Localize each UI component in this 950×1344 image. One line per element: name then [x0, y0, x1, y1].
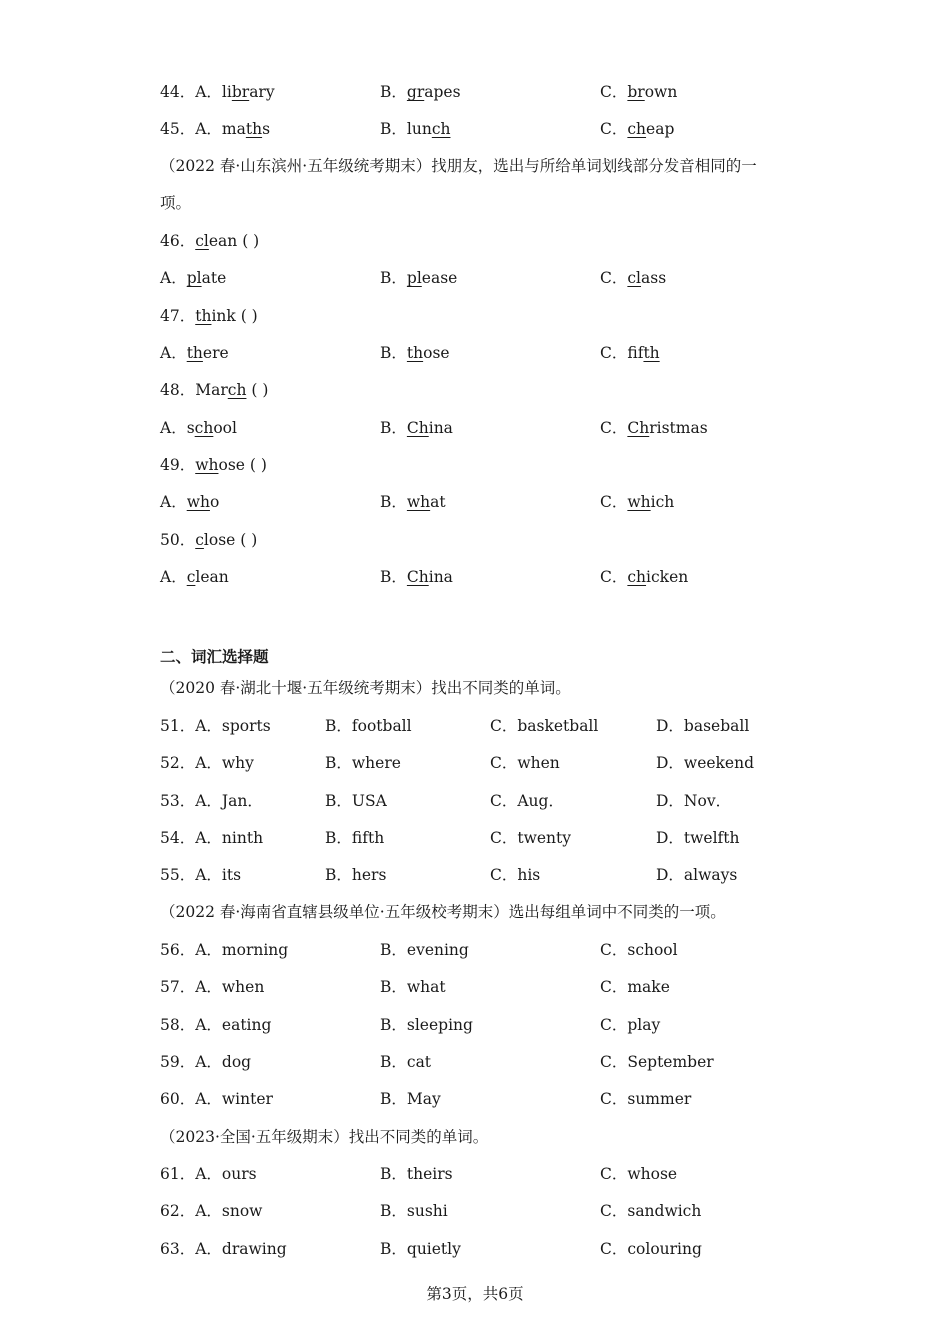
instruction-4: （2023·全国·五年级期末）找出不同类的单词。 [160, 1128, 489, 1146]
option-b: B．sushi [380, 1202, 448, 1220]
instruction-3: （2022 春·海南省直辖县级单位·五年级校考期末）选出每组单词中不同类的一项。 [160, 903, 726, 921]
option-c: C．make [600, 978, 670, 996]
option-c: C．Christmas [600, 419, 708, 437]
question-54 [160, 826, 910, 850]
option-d: D．twelfth [656, 829, 740, 847]
option-a: A．who [160, 493, 220, 511]
option-c: C．Aug． [490, 792, 564, 810]
option-a: 55．A．its [160, 866, 242, 884]
question-44 [160, 80, 910, 104]
question-61 [160, 1162, 910, 1186]
option-c: C．chicken [600, 568, 689, 586]
option-c: C．class [600, 269, 667, 287]
option-b: B．where [325, 754, 401, 772]
option-b: B．evening [380, 941, 469, 959]
option-a: 56．A．morning [160, 941, 289, 959]
question-62 [160, 1199, 910, 1223]
option-b: B．fifth [325, 829, 385, 847]
section-heading: 二、词汇选择题 [160, 647, 269, 666]
question-58 [160, 1013, 910, 1037]
option-b: B．what [380, 978, 446, 996]
option-c: C．which [600, 493, 675, 511]
option-b: B．China [380, 419, 453, 437]
option-a: 61．A．ours [160, 1165, 257, 1183]
instruction-2: （2020 春·湖北十堰·五年级统考期末）找出不同类的单词。 [160, 679, 571, 697]
option-a: 58．A．eating [160, 1016, 272, 1034]
option-a: A．clean [160, 568, 229, 586]
instruction-1-line1: （2022 春·山东滨州·五年级统考期末）找朋友，选出与所给单词划线部分发音相同的一 [160, 157, 757, 175]
option-c: C．when [490, 754, 560, 772]
option-c: C．fifth [600, 344, 660, 362]
question-63 [160, 1237, 910, 1261]
option-a: 53．A．Jan． [160, 792, 263, 810]
option-a: A．school [160, 419, 237, 437]
question-59 [160, 1050, 910, 1074]
question-53 [160, 789, 910, 813]
option-a: 63．A．drawing [160, 1240, 287, 1258]
option-d: D．weekend [656, 754, 755, 772]
option-c: C．sandwich [600, 1202, 702, 1220]
question-46-stem: 46．clean ( ) [160, 232, 260, 250]
question-50-options [160, 565, 910, 589]
option-a: 45．A．maths [160, 120, 271, 138]
option-b: B．please [380, 269, 458, 287]
option-b: B．cat [380, 1053, 432, 1071]
option-a: 44．A．library [160, 83, 275, 101]
question-45 [160, 117, 910, 141]
option-c: C．twenty [490, 829, 571, 847]
instruction-1-line2: 项。 [160, 194, 192, 212]
option-b: B．quietly [380, 1240, 461, 1258]
page-footer: 第3页，共6页 [426, 1285, 524, 1303]
option-a: A．there [160, 344, 229, 362]
option-d: D．baseball [656, 717, 750, 735]
option-b: B．grapes [380, 83, 461, 101]
option-a: 54．A．ninth [160, 829, 264, 847]
option-c: C．basketball [490, 717, 599, 735]
option-b: B．sleeping [380, 1016, 473, 1034]
question-48-options [160, 416, 910, 440]
option-b: B．China [380, 568, 453, 586]
question-52 [160, 751, 910, 775]
option-b: B．hers [325, 866, 387, 884]
question-51 [160, 714, 910, 738]
option-b: B．those [380, 344, 450, 362]
option-d: D．Nov． [656, 792, 732, 810]
option-b: B．football [325, 717, 412, 735]
option-c: C．play [600, 1016, 661, 1034]
question-56 [160, 938, 910, 962]
question-50-stem: 50．close ( ) [160, 531, 258, 549]
question-57 [160, 975, 910, 999]
option-a: 51．A．sports [160, 717, 271, 735]
option-c: C．whose [600, 1165, 678, 1183]
question-47-stem: 47．think ( ) [160, 307, 258, 325]
question-47-options [160, 341, 910, 365]
question-60 [160, 1087, 910, 1111]
option-b: B．May [380, 1090, 441, 1108]
question-46-options [160, 266, 910, 290]
question-49-stem: 49．whose ( ) [160, 456, 267, 474]
option-c: C．brown [600, 83, 678, 101]
option-a: 57．A．when [160, 978, 265, 996]
option-b: B．USA [325, 792, 387, 810]
option-b: B．what [380, 493, 446, 511]
option-c: C．colouring [600, 1240, 702, 1258]
option-c: C．school [600, 941, 678, 959]
question-55 [160, 863, 910, 887]
option-b: B．lunch [380, 120, 451, 138]
option-b: B．theirs [380, 1165, 453, 1183]
option-c: C．cheap [600, 120, 675, 138]
option-c: C．his [490, 866, 541, 884]
option-a: A．plate [160, 269, 227, 287]
option-c: C．September [600, 1053, 714, 1071]
question-49-options [160, 490, 910, 514]
option-a: 59．A．dog [160, 1053, 252, 1071]
option-a: 52．A．why [160, 754, 254, 772]
option-a: 60．A．winter [160, 1090, 273, 1108]
option-d: D．always [656, 866, 738, 884]
question-48-stem: 48．March ( ) [160, 381, 269, 399]
option-a: 62．A．snow [160, 1202, 263, 1220]
option-c: C．summer [600, 1090, 692, 1108]
